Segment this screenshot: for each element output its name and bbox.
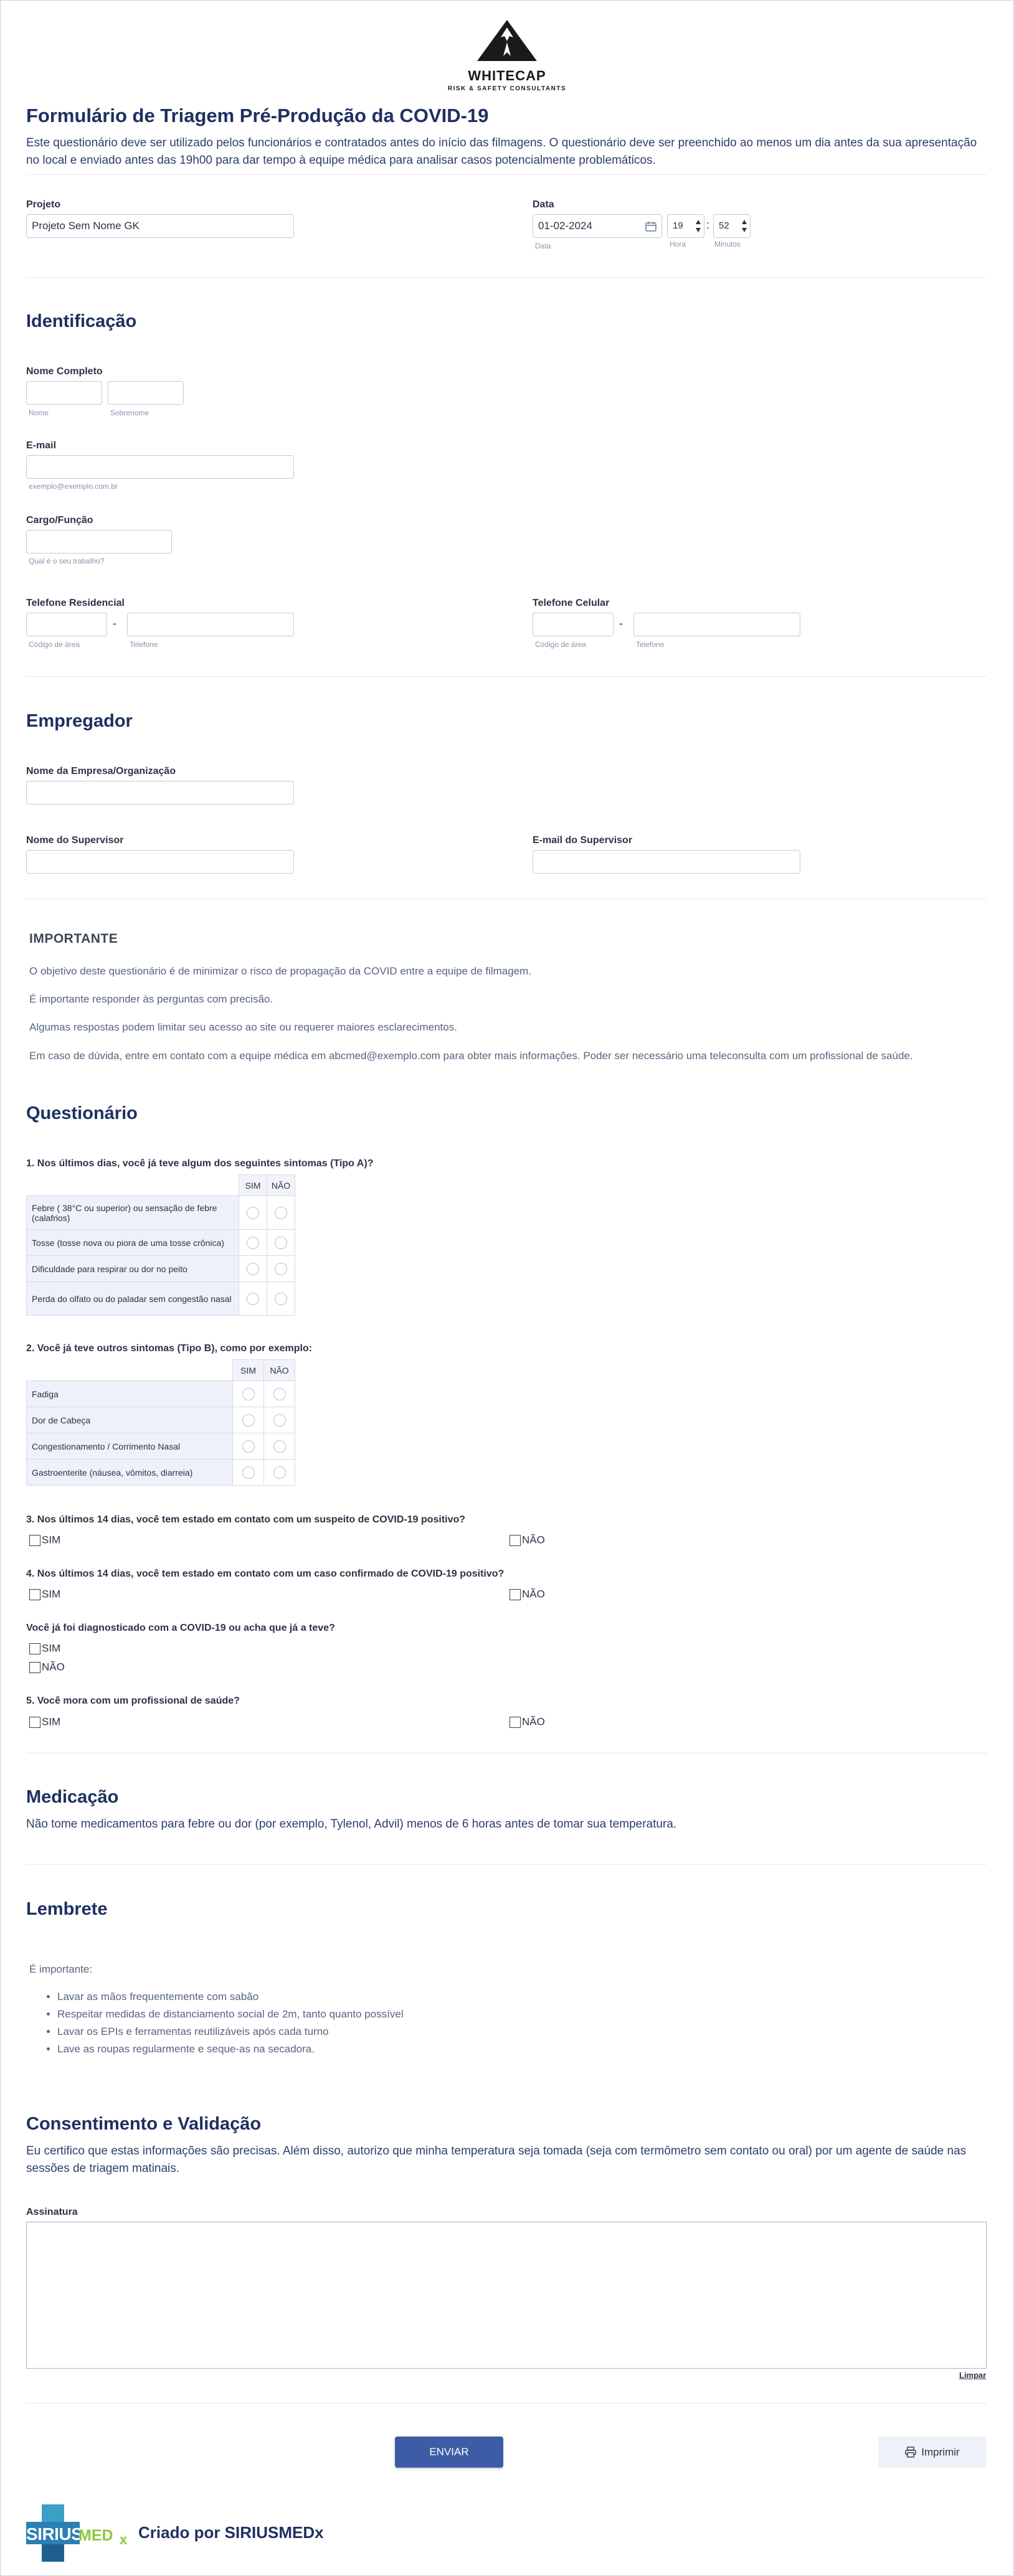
signature-label: Assinatura — [26, 2207, 78, 2217]
first-name-input[interactable] — [26, 381, 102, 405]
minute-input[interactable] — [713, 214, 751, 238]
role-sub: Qual é o seu trabalho? — [29, 557, 105, 565]
checkbox-q5-sim[interactable]: SIM — [29, 1715, 60, 1729]
radio-nao[interactable] — [275, 1263, 287, 1275]
divider — [26, 277, 987, 278]
matrix-row-label: Dor de Cabeça — [27, 1407, 233, 1433]
radio-sim[interactable] — [247, 1207, 259, 1219]
important-line: O objetivo deste questionário é de minimizar o risco de propagação da COVID entre a equipe de filmagem. — [29, 965, 532, 977]
calendar-icon[interactable] — [645, 221, 656, 232]
supervisor-email-input[interactable] — [533, 850, 800, 874]
important-line: Algumas respostas podem limitar seu acesso ao site ou requerer maiores esclarecimentos. — [29, 1021, 457, 1033]
date-value: 01-02-2024 — [538, 220, 592, 232]
checkbox-q4-sim[interactable]: SIM — [29, 1587, 60, 1601]
radio-nao[interactable] — [273, 1414, 286, 1427]
column-header: SIM — [239, 1175, 267, 1196]
radio-sim[interactable] — [247, 1237, 259, 1249]
divider — [26, 2403, 987, 2404]
medication-text: Não tome medicamentos para febre ou dor (por exemplo, Tylenol, Advil) menos de 6 horas antes de tomar sua temperatura. — [26, 1818, 677, 1831]
section-title-reminder: Lembrete — [26, 1899, 108, 1919]
email-sub: exemplo@exemplo.com.br — [29, 482, 118, 491]
siriusmedx-logo — [26, 2504, 129, 2562]
phone-sub: Telefone — [130, 640, 158, 649]
last-name-input[interactable] — [108, 381, 184, 405]
mobile-area-code-input[interactable] — [533, 613, 614, 636]
matrix-type-b — [26, 1359, 295, 1486]
column-header: SIM — [233, 1360, 264, 1381]
column-header: NÃO — [267, 1175, 295, 1196]
hour-input[interactable] — [667, 214, 704, 238]
question-diagnosis-label: Você já foi diagnosticado com a COVID-19 ou acha que já a teve? — [26, 1623, 335, 1633]
print-label: Imprimir — [921, 2446, 960, 2458]
column-header: NÃO — [264, 1360, 295, 1381]
mobile-phone-label: Telefone Celular — [533, 598, 610, 608]
email-label: E-mail — [26, 440, 57, 451]
minute-sub: Minutos — [714, 240, 741, 248]
created-by-text: Criado por SIRIUSMEDx — [138, 2523, 324, 2542]
matrix-row-label: Gastroenterite (náusea, vômitos, diarreia) — [27, 1460, 233, 1486]
brand-med: MED — [78, 2527, 113, 2544]
checkbox-diag-sim[interactable]: SIM — [29, 1641, 60, 1655]
date-sub: Data — [535, 242, 551, 250]
checkbox-q4-nao[interactable]: NÃO — [509, 1587, 545, 1601]
home-phone-label: Telefone Residencial — [26, 598, 125, 608]
home-phone-input[interactable] — [127, 613, 294, 636]
area-code-sub: Código de área — [29, 640, 80, 649]
checkbox-q3-nao[interactable]: NÃO — [509, 1533, 545, 1547]
question-4-label: 4. Nos últimos 14 dias, você tem estado em contato com um caso confirmado de COVID-19 positivo? — [26, 1569, 505, 1579]
divider — [26, 1864, 987, 1865]
radio-nao[interactable] — [275, 1237, 287, 1249]
supervisor-email-label: E-mail do Supervisor — [533, 835, 633, 846]
whitecap-mountain-icon — [476, 19, 538, 62]
radio-sim[interactable] — [242, 1466, 255, 1479]
radio-sim[interactable] — [247, 1263, 259, 1275]
matrix-row-label: Congestionamento / Corrimento Nasal — [27, 1433, 233, 1460]
last-name-sub: Sobrenome — [110, 408, 149, 417]
first-name-sub: Nome — [29, 408, 49, 417]
minute-value: 52 — [719, 220, 729, 231]
radio-sim[interactable] — [247, 1293, 259, 1305]
radio-nao[interactable] — [275, 1293, 287, 1305]
full-name-label: Nome Completo — [26, 366, 103, 377]
form-intro: Este questionário deve ser utilizado pelos funcionários e contratados antes do início das filmagens. O questionário deve ser preenchido ao menos um dia antes da sua apresentação no local e enviado antes das 19h00 para dar tempo à equipe médica para analisar casos potencialmente problemáticos. — [26, 136, 977, 167]
company-logo — [438, 19, 576, 92]
checkbox-q3-sim[interactable]: SIM — [29, 1533, 60, 1547]
checkbox-diag-nao[interactable]: NÃO — [29, 1660, 65, 1674]
matrix-type-a — [26, 1174, 295, 1316]
clear-signature-link[interactable]: Limpar — [959, 2371, 987, 2380]
printer-icon — [905, 2446, 916, 2458]
matrix-row-label: Tosse (tosse nova ou piora de uma tosse crônica) — [27, 1230, 239, 1256]
signature-pad[interactable] — [26, 2222, 987, 2369]
question-3-label: 3. Nos últimos 14 dias, você tem estado em contato com um suspeito de COVID-19 positivo? — [26, 1514, 466, 1525]
matrix-row-label: Perda do olfato ou do paladar sem congestão nasal — [27, 1282, 239, 1316]
reminder-item: • Lavar as mãos frequentemente com sabão — [57, 1988, 404, 2006]
submit-button[interactable]: ENVIAR — [395, 2437, 503, 2468]
important-title: IMPORTANTE — [29, 932, 118, 946]
matrix-row-label: Febre ( 38°C ou superior) ou sensação de febre (calafrios) — [27, 1196, 239, 1230]
home-area-code-input[interactable] — [26, 613, 107, 636]
hour-sub: Hora — [670, 240, 686, 248]
project-label: Projeto — [26, 199, 61, 210]
radio-nao[interactable] — [275, 1207, 287, 1219]
section-title-medication: Medicação — [26, 1787, 119, 1807]
time-separator: : — [706, 219, 710, 231]
consent-text: Eu certifico que estas informações são precisas. Além disso, autorizo que minha temperatura seja tomada (seja com termômetro sem contato ou oral) por um agente de saúde nas sessões de triagem matinais. — [26, 2144, 967, 2175]
question-2-label: 2. Você já teve outros sintomas (Tipo B), como por exemplo: — [26, 1343, 313, 1354]
reminder-item: • Respeitar medidas de distanciamento social de 2m, tanto quanto possível — [57, 2006, 404, 2023]
date-label: Data — [533, 199, 554, 210]
logo-tagline: RISK & SAFETY CONSULTANTS — [447, 85, 567, 92]
radio-sim[interactable] — [242, 1440, 255, 1453]
radio-sim[interactable] — [242, 1414, 255, 1427]
date-input[interactable] — [533, 214, 662, 238]
supervisor-input[interactable] — [26, 850, 294, 874]
supervisor-label: Nome do Supervisor — [26, 835, 124, 846]
section-title-identification: Identificação — [26, 311, 137, 331]
company-input[interactable] — [26, 781, 294, 804]
important-line: Em caso de dúvida, entre em contato com a equipe médica em abcmed@exemplo.com para obter mais informações. Poder ser necessário uma teleconsulta com um profissional de saúde. — [29, 1050, 913, 1062]
project-input[interactable]: Projeto Sem Nome GK — [26, 214, 294, 238]
matrix-row-label: Fadiga — [27, 1381, 233, 1407]
minute-spinner-icon[interactable] — [741, 219, 747, 234]
role-input[interactable] — [26, 530, 172, 554]
reminder-item: • Lave as roupas regularmente e seque-as na secadora. — [57, 2041, 404, 2058]
question-5-label: 5. Você mora com um profissional de saúde? — [26, 1696, 240, 1706]
company-label: Nome da Empresa/Organização — [26, 766, 176, 776]
phone-dash: - — [619, 617, 623, 630]
brand-x: x — [120, 2532, 128, 2547]
divider — [26, 174, 987, 175]
radio-nao[interactable] — [273, 1466, 286, 1479]
question-1-label: 1. Nos últimos dias, você já teve algum dos seguintes sintomas (Tipo A)? — [26, 1158, 374, 1169]
email-input[interactable] — [26, 455, 294, 479]
hour-spinner-icon[interactable] — [695, 219, 701, 234]
section-title-questionnaire: Questionário — [26, 1103, 138, 1123]
radio-sim[interactable] — [242, 1388, 255, 1400]
brand-sirius: SIRIUS — [26, 2524, 83, 2544]
reminder-intro: É importante: — [29, 1963, 93, 1975]
phone-sub: Telefone — [636, 640, 665, 649]
section-title-employer: Empregador — [26, 711, 133, 731]
mobile-phone-input[interactable] — [633, 613, 800, 636]
form-title: Formulário de Triagem Pré-Produção da COVID-19 — [26, 105, 489, 126]
reminder-item: • Lavar os EPIs e ferramentas reutilizáveis após cada turno — [57, 2023, 404, 2041]
logo-name: WHITECAP — [468, 68, 546, 83]
radio-nao[interactable] — [273, 1440, 286, 1453]
reminder-list — [44, 1988, 404, 2058]
checkbox-q5-nao[interactable]: NÃO — [509, 1715, 545, 1729]
hour-value: 19 — [673, 220, 683, 231]
divider — [26, 676, 987, 677]
phone-dash: - — [113, 617, 116, 630]
section-title-consent: Consentimento e Validação — [26, 2114, 262, 2134]
important-line: É importante responder às perguntas com precisão. — [29, 993, 273, 1005]
area-code-sub: Código de área — [535, 640, 587, 649]
print-button[interactable] — [878, 2437, 987, 2468]
role-label: Cargo/Função — [26, 515, 93, 526]
matrix-row-label: Dificuldade para respirar ou dor no peito — [27, 1256, 239, 1282]
radio-nao[interactable] — [273, 1388, 286, 1400]
